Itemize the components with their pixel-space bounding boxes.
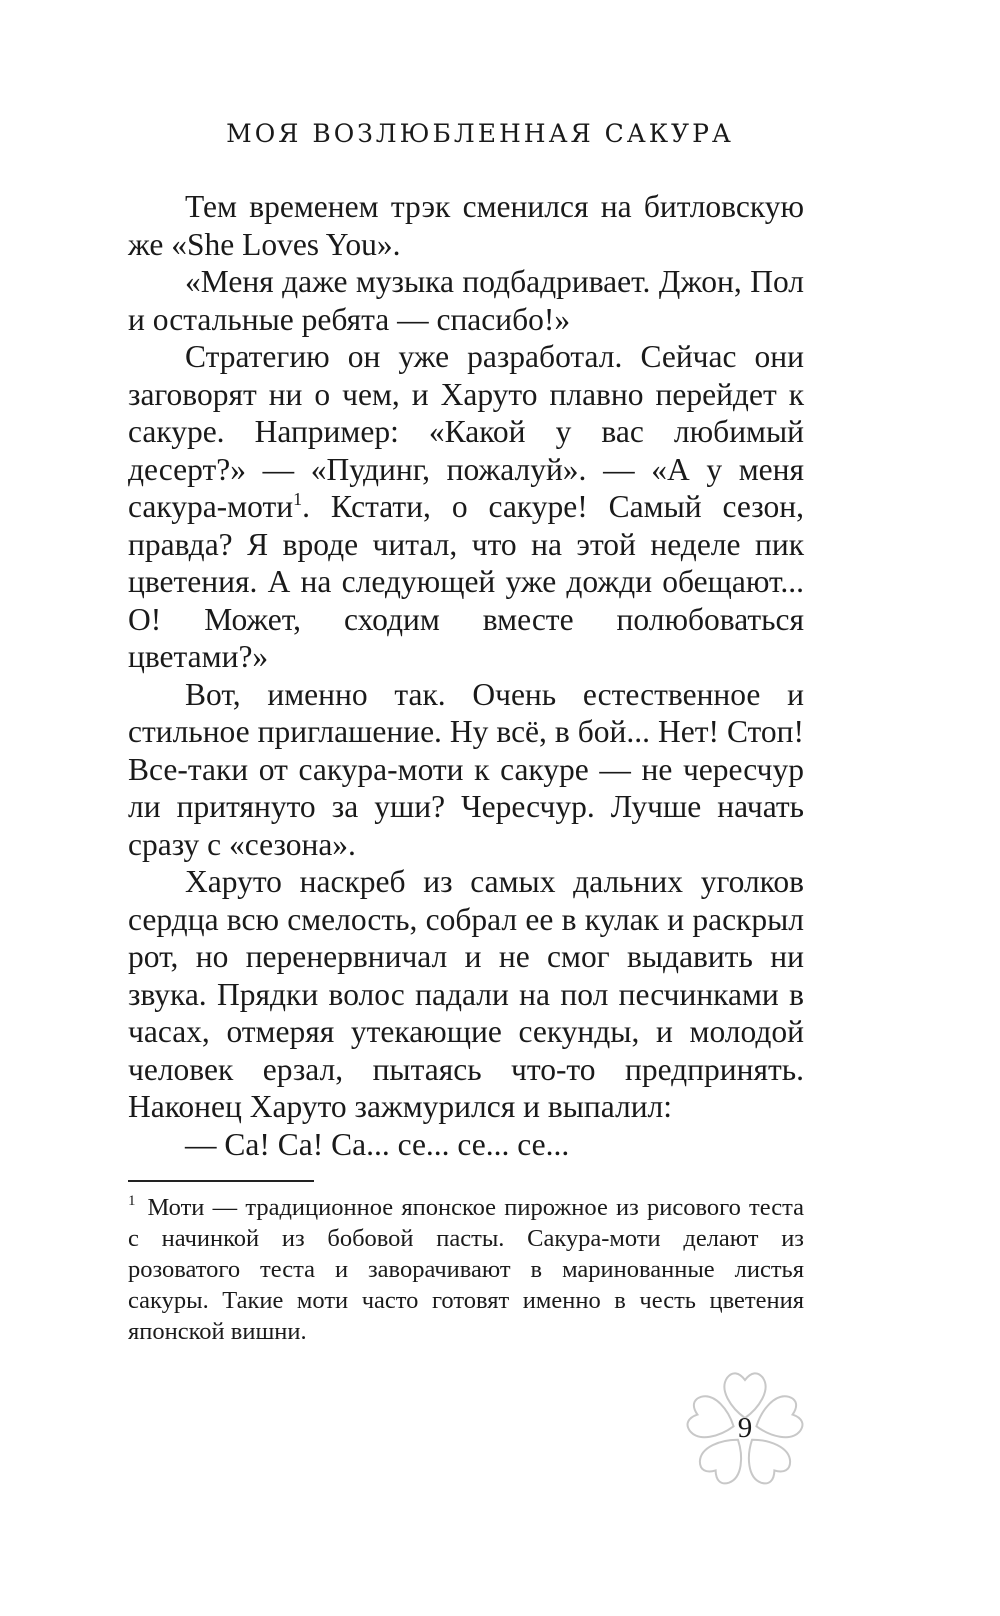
paragraph-with-footnote bbox=[128, 338, 804, 676]
main-text bbox=[128, 188, 804, 1163]
paragraph: — Са! Са! Са... се... се... се... bbox=[185, 1126, 570, 1162]
footnote-marker: 1 bbox=[128, 1193, 136, 1209]
paragraph: Тем временем трэк сменился на битловскую же «She Loves You». bbox=[128, 189, 804, 262]
footnote-body bbox=[128, 1192, 804, 1347]
paragraph-text-before-note: Стратегию он уже разработал. Сейчас они заговорят ни о чем, и Харуто плавно перейдет к сакуре. Например: «Какой у вас любимый десерт?» — «Пудинг, пожалуй». — «А у меня сакура-моти bbox=[128, 339, 804, 524]
footnote-reference: 1 bbox=[293, 489, 303, 509]
paragraph: «Меня даже музыка подбадривает. Джон, Пол и остальные ребята — спасибо!» bbox=[128, 264, 804, 337]
footnote-text: Моти — традиционное японское пирожное из рисового теста с начинкой из бобовой пасты. Сакура-моти делают из розоватого теста и заворачивают в маринованные листья сакуры. Такие моти часто готовят именно в честь цветения японской вишни. bbox=[128, 1194, 804, 1345]
running-title: МОЯ ВОЗЛЮБЛЕННАЯ САКУРА bbox=[226, 119, 734, 148]
paragraph-text-after-note: . Кстати, о сакуре! Самый сезон, правда? Я вроде читал, что на этой неделе пик цветения. А на следующей уже дожди обещают... О! Может, сходим вместе полюбоваться цветами?» bbox=[128, 489, 804, 674]
footnote-divider bbox=[128, 1180, 314, 1182]
paragraph: Вот, именно так. Очень естественное и стильное приглашение. Ну всё, в бой... Нет! Стоп! Все-таки от сакура-моти к сакуре — не чересчур ли притянуто за уши? Чересчур. Лучше начать сразу с «сезона». bbox=[128, 676, 804, 862]
page-number: 9 bbox=[737, 1412, 753, 1444]
footnote bbox=[128, 1192, 804, 1347]
paragraph: Харуто наскреб из самых дальних уголков сердца всю смелость, собрал ее в кулак и раскрыл рот, но перенервничал и не смог выдавить ни звука. Прядки волос падали на пол песчинками в часах, отмеряя утекающие секунды, и молодой человек ерзал, пытаясь что-то предпринять. Наконец Харуто зажмурился и выпалил: bbox=[128, 864, 804, 1124]
